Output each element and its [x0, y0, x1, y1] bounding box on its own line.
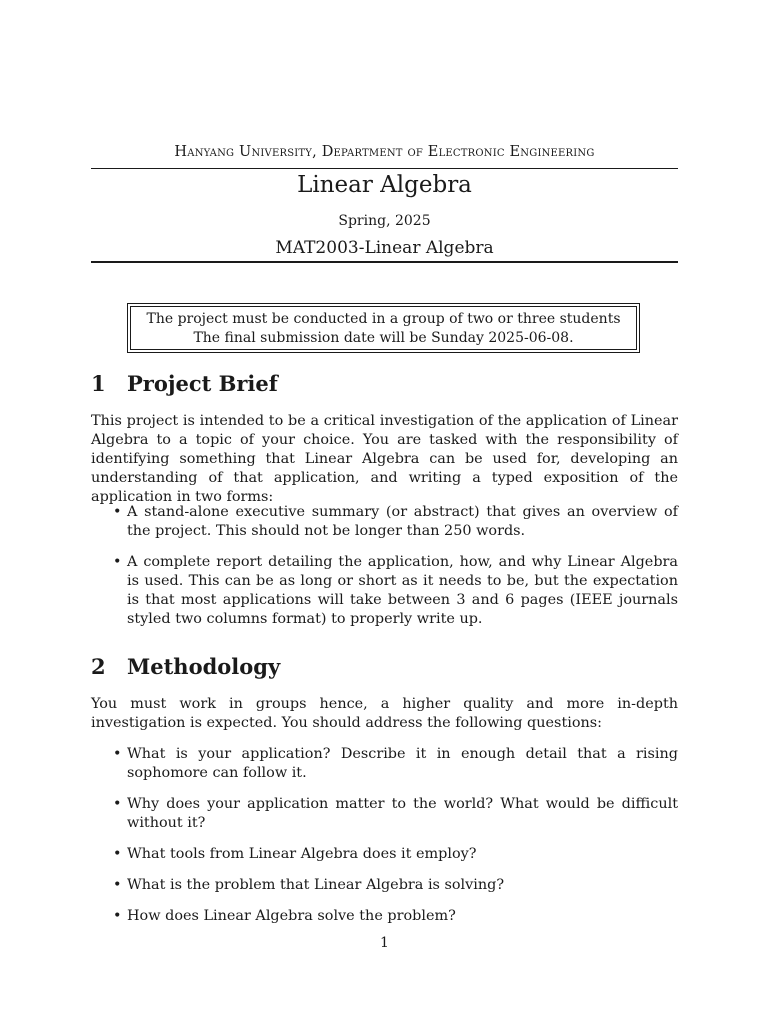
- institution-header: Hanyang University, Department of Electronic Engineering: [174, 144, 595, 160]
- list-item: [91, 795, 678, 833]
- list-item-text: How does Linear Algebra solve the problem?: [127, 908, 456, 924]
- section-title: Methodology: [127, 654, 281, 679]
- list-item: [91, 503, 678, 541]
- section-title: Project Brief: [127, 371, 278, 396]
- section-heading-methodology: [91, 654, 280, 679]
- bullet-icon: •: [113, 746, 122, 762]
- list-item-text: A complete report detailing the application, how, and why Linear Algebra is used. This can be as long or short as it needs to be, but the expectation is that most applications will take between 3 and 6 pages (IEEE journals styled two columns format) to properly write up.: [127, 554, 678, 627]
- list-item-text: Why does your application matter to the world? What would be difficult without it?: [127, 796, 678, 831]
- notice-line-deadline: The final submission date will be Sunday 2025-06-08.: [193, 329, 574, 346]
- section-paragraph-methodology: You must work in groups hence, a higher quality and more in-depth investigation is expected. You should address the following questions:: [91, 696, 678, 731]
- methodology-list: [91, 745, 678, 926]
- bullet-icon: •: [113, 877, 122, 893]
- bullet-icon: •: [113, 554, 122, 570]
- list-item-text: What tools from Linear Algebra does it employ?: [127, 846, 477, 862]
- list-item-text: What is your application? Describe it in enough detail that a rising sophomore can follow it.: [127, 746, 678, 781]
- notice-box: [127, 303, 640, 353]
- header-rule-bottom: [91, 261, 678, 263]
- list-item: [91, 553, 678, 629]
- term-label: Spring, 2025: [338, 213, 431, 229]
- bullet-icon: •: [113, 504, 122, 520]
- document-title: Linear Algebra: [297, 172, 472, 198]
- course-code: MAT2003-Linear Algebra: [275, 238, 494, 258]
- list-item: [91, 907, 678, 926]
- bullet-icon: •: [113, 908, 122, 924]
- header-rule-top: [91, 168, 678, 169]
- notice-box-inner: [130, 306, 637, 350]
- notice-line-group: The project must be conducted in a group of two or three students: [146, 311, 621, 327]
- list-item: [91, 745, 678, 783]
- section-number: 2: [91, 654, 106, 679]
- list-item: [91, 845, 678, 864]
- section-paragraph-project-brief: This project is intended to be a critical investigation of the application of Linear Algebra to a topic of your choice. You are tasked with the responsibility of identifying something that Linear Algebra can be used for, developing an understanding of that application, and writing a typed exposition of the application in two forms:: [91, 413, 678, 505]
- section-number: 1: [91, 371, 106, 396]
- list-item: [91, 876, 678, 895]
- bullet-icon: •: [113, 796, 122, 812]
- list-item-text: A stand-alone executive summary (or abstract) that gives an overview of the project. This should not be longer than 250 words.: [127, 504, 678, 539]
- bullet-icon: •: [113, 846, 122, 862]
- list-item-text: What is the problem that Linear Algebra is solving?: [127, 877, 505, 893]
- page-number: 1: [380, 935, 389, 951]
- section-heading-project-brief: [91, 371, 278, 396]
- project-brief-list: [91, 503, 678, 629]
